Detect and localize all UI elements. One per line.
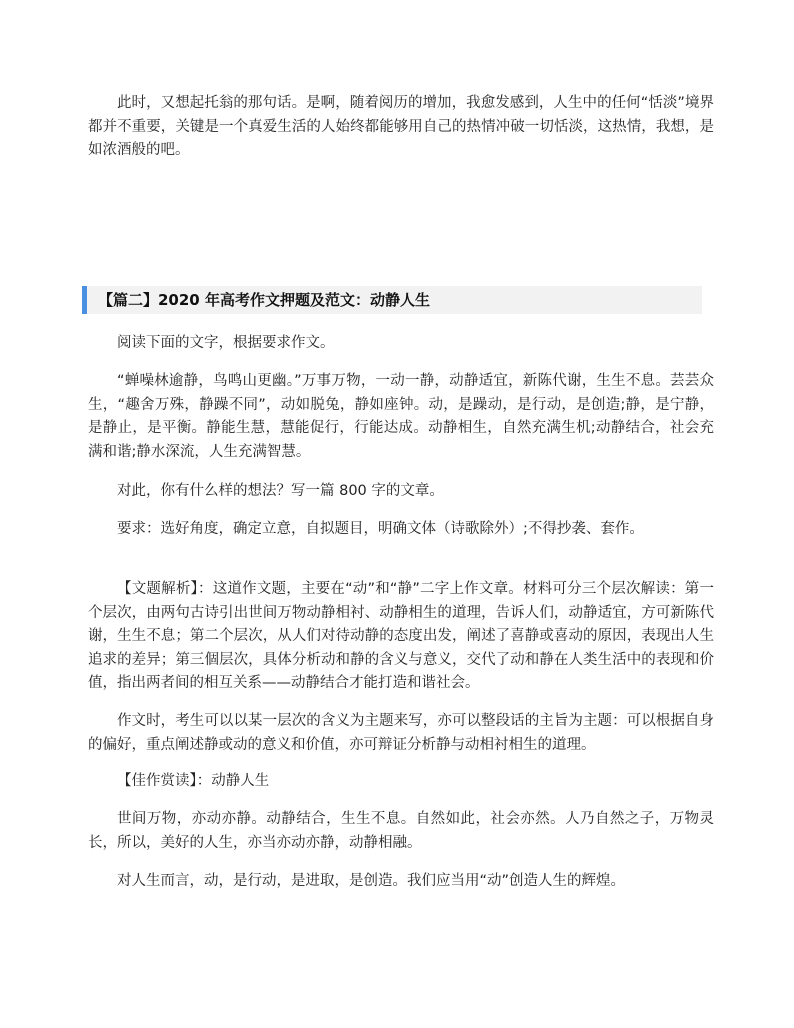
- essay-paragraph-1: 世间万物，亦动亦静。动静结合，生生不息。自然如此，社会亦然。人乃自然之子，万物灵长，所以，美好的人生，亦当亦动亦静，动静相融。: [88, 811, 714, 851]
- task-instruction-paragraph: 阅读下面的文字，根据要求作文。: [117, 335, 335, 351]
- intro-paragraph: 此时，又想起托翁的那句话。是啊，随着阅历的增加，我愈发感到，人生中的任何“恬淡”境界都并不重要，关键是一个真爱生活的人始终都能够用自己的热情冲破一切恬淡，这热情，我想，是如浓酒般的吧。: [88, 95, 714, 158]
- section-accent-bar: [82, 286, 87, 314]
- requirements-paragraph: 要求：选好角度，确定立意，自拟题目，明确文体（诗歌除外）;不得抄袭、套作。: [117, 521, 644, 537]
- writing-advice-paragraph: 作文时，考生可以以某一层次的含义为主题来写，亦可以整段话的主旨为主题：可以根据自身的偏好，重点阐述静或动的意义和价值，亦可辩证分析静与动相衬相生的道理。: [88, 713, 714, 753]
- writing-prompt-paragraph: 对此，你有什么样的想法？写一篇 800 字的文章。: [117, 483, 444, 499]
- section-title: 【篇二】2020 年高考作文押题及范文：动静人生: [98, 291, 430, 309]
- prompt-material-paragraph: “蝉噪林逾静，鸟鸣山更幽。”万事万物，一动一静，动静适宜，新陈代谢，生生不息。芸芸众生，“趣舍万殊，静躁不同”，动如脱兔，静如座钟。动，是躁动，是行动，是创造;静，是宁静，是静止，是平衡。静能生慧，慧能促行，行能达成。动静相生，自然充满生机;动静结合，社会充满和谐;静水深流，人生充满智慧。: [88, 373, 714, 460]
- essay-paragraph-2: 对人生而言，动，是行动，是进取，是创造。我们应当用“动”创造人生的辉煌。: [117, 873, 626, 889]
- topic-analysis-paragraph: 【文题解析】：这道作文题，主要在“动”和“静”二字上作文章。材料可分三个层次解读：第一个层次，由两句古诗引出世间万物动静相衬、动静相生的道理，告诉人们，动静适宜，方可新陈代谢，生生不息；第二个层次，从人们对待动静的态度出发，阐述了喜静或喜动的原因，表现出人生追求的差异；第三個层次，具体分析动和静的含义与意义，交代了动和静在人类生活中的表现和价值，指出两者间的相互关系——动静结合才能打造和谐社会。: [88, 581, 714, 691]
- sample-essay-heading: 【佳作赏读】：动静人生: [117, 773, 270, 789]
- section-header: [82, 286, 702, 314]
